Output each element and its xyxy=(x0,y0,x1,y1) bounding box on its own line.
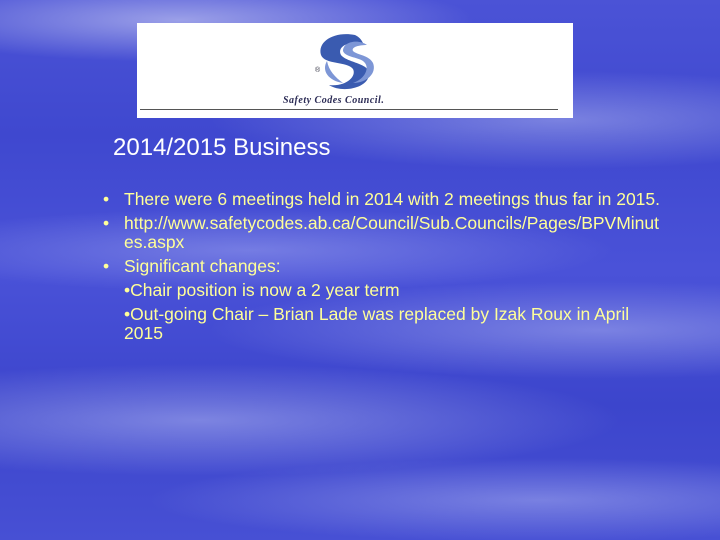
bullet-text: Significant changes: xyxy=(124,256,281,276)
sub-bullet-item: •Out-going Chair – Brian Lade was replaced by Izak Roux in April 2015 xyxy=(124,304,630,343)
registered-mark: ® xyxy=(315,67,321,74)
logo-divider xyxy=(140,109,558,110)
bullet-text: There were 6 meetings held in 2014 with 2 meetings thus far in 2015. xyxy=(124,189,661,209)
bullet-glyph: • xyxy=(103,256,110,276)
bullet-glyph: • xyxy=(103,189,110,209)
slide-title: 2014/2015 Business xyxy=(113,134,331,161)
bullet-item xyxy=(100,257,660,343)
bullet-glyph: • xyxy=(103,213,110,233)
logo-banner xyxy=(137,23,573,118)
bullet-link-text: http://www.safetycodes.ab.ca/Council/Sub.Councils/Pages/BPVMinutes.aspx xyxy=(124,213,659,252)
bullet-item xyxy=(100,190,660,209)
logo-brand-text: Safety Codes Council. xyxy=(283,95,385,106)
bullet-list xyxy=(100,190,660,348)
bullet-item xyxy=(100,214,660,252)
sub-bullet-item: •Chair position is now a 2 year term xyxy=(124,280,400,300)
sub-bullet-list xyxy=(124,281,660,343)
safety-codes-council-logo-icon xyxy=(307,31,387,95)
